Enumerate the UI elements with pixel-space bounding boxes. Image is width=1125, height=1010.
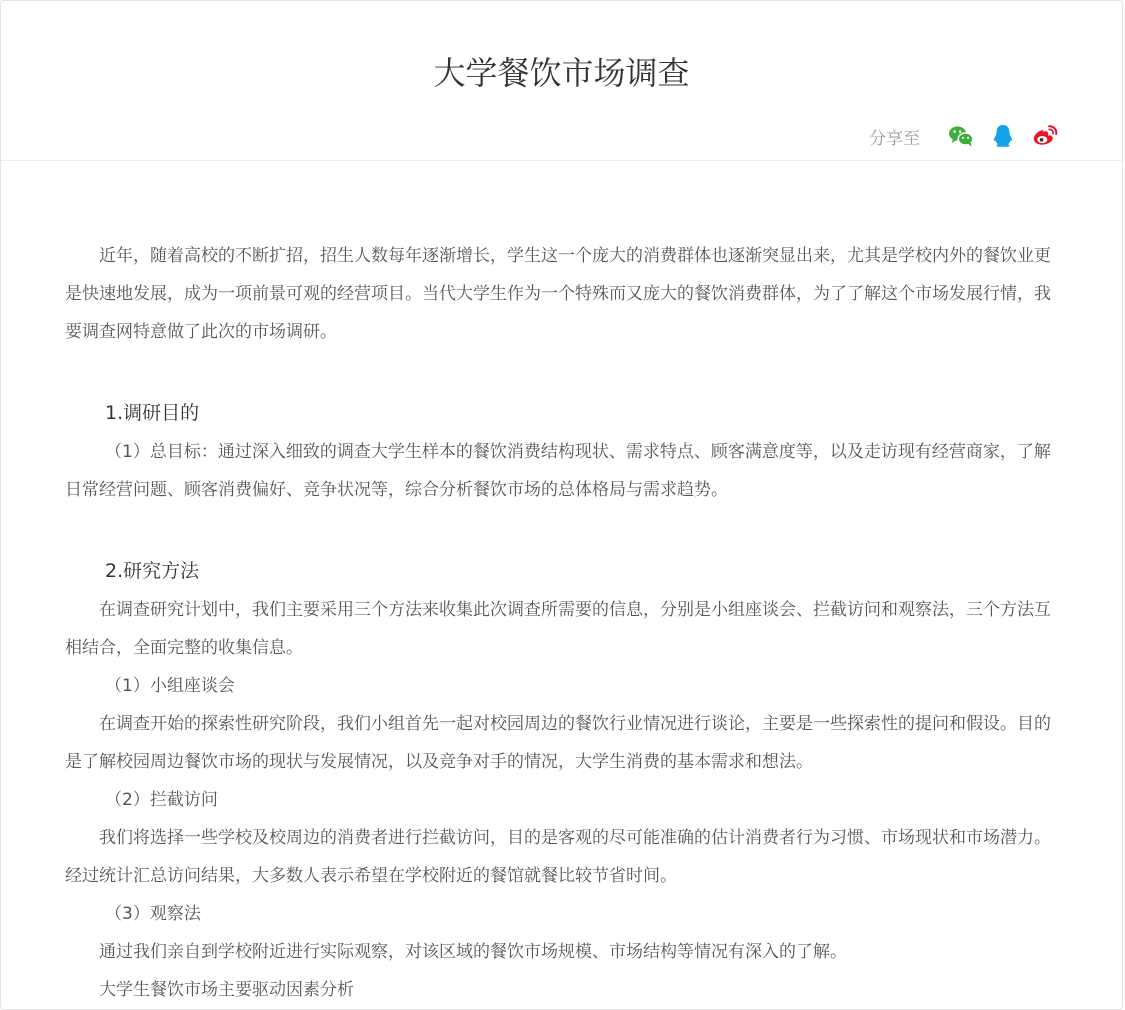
article-body (65, 237, 1065, 1009)
purpose-goal-paragraph: （1）总目标：通过深入细致的调查大学生样本的餐饮消费结构现状、需求特点、顾客满意度等，以及走访现有经营商家，了解日常经营问题、顾客消费偏好、竞争状况等，综合分析餐饮市场的总体格局与需求趋势。 (65, 442, 1051, 500)
article-header (1, 1, 1122, 161)
wechat-icon[interactable] (946, 121, 976, 151)
method-title-intercept: （2）拦截访问 (105, 790, 218, 810)
drivers-heading: 大学生餐饮市场主要驱动因素分析 (99, 980, 354, 1000)
article-title: 大学餐饮市场调查 (433, 54, 690, 92)
intro-paragraph: 近年，随着高校的不断扩招，招生人数每年逐渐增长，学生这一个庞大的消费群体也逐渐突显出来，尤其是学校内外的餐饮业更是快速地发展，成为一项前景可观的经营项目。当代大学生作为一个特殊而又庞大的餐饮消费群体，为了了解这个市场发展行情，我要调查网特意做了此次的市场调研。 (65, 246, 1051, 342)
section-heading-purpose: 1.调研目的 (105, 402, 200, 424)
method-text-focus-group: 在调查开始的探索性研究阶段，我们小组首先一起对校园周边的餐饮行业情况进行谈论，主要是一些探索性的提问和假设。目的是了解校园周边餐饮市场的现状与发展情况，以及竞争对手的情况，大学生消费的基本需求和想法。 (65, 714, 1051, 772)
section-heading-methods: 2.研究方法 (105, 560, 200, 582)
share-bar (869, 121, 1060, 151)
method-title-focus-group: （1）小组座谈会 (105, 676, 235, 696)
share-label: 分享至 (869, 128, 920, 149)
qq-icon[interactable] (988, 121, 1018, 151)
methods-intro-paragraph: 在调查研究计划中，我们主要采用三个方法来收集此次调查所需要的信息，分别是小组座谈会、拦截访问和观察法，三个方法互相结合，全面完整的收集信息。 (65, 600, 1051, 658)
method-text-intercept: 我们将选择一些学校及校周边的消费者进行拦截访问，目的是客观的尽可能准确的估计消费者行为习惯、市场现状和市场潜力。经过统计汇总访问结果，大多数人表示希望在学校附近的餐馆就餐比较节省时间。 (65, 828, 1051, 886)
method-text-observation: 通过我们亲自到学校附近进行实际观察，对该区域的餐饮市场规模、市场结构等情况有深入的了解。 (99, 942, 847, 962)
method-title-observation: （3）观察法 (105, 904, 201, 924)
weibo-icon[interactable] (1030, 121, 1060, 151)
